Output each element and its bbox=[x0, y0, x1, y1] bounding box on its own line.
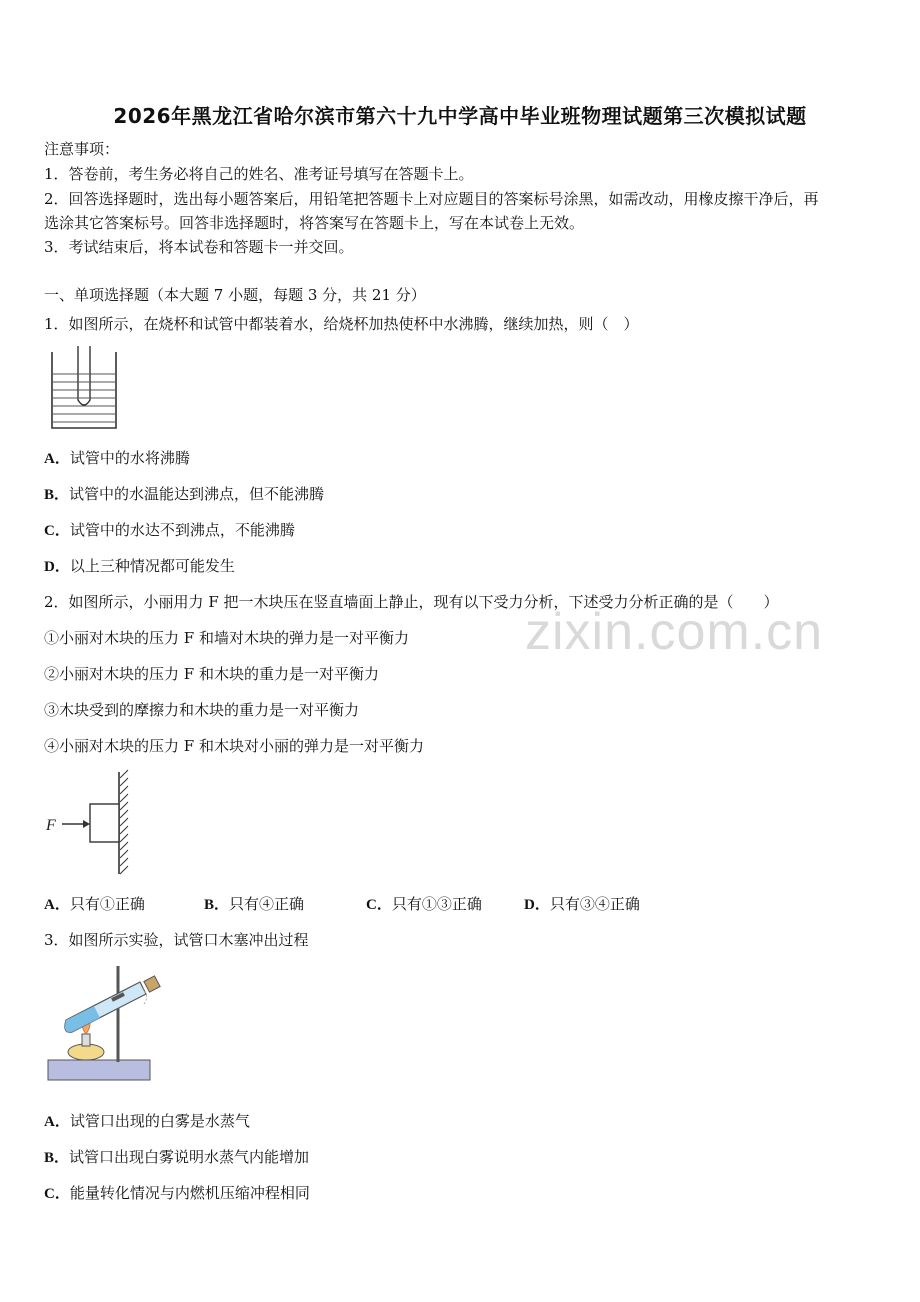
q2-statement-1: ①小丽对木块的压力 F 和墙对木块的弹力是一对平衡力 bbox=[44, 629, 409, 647]
q2-statement-3: ③木块受到的摩擦力和木块的重力是一对平衡力 bbox=[44, 701, 360, 719]
q1-stem: 1．如图所示，在烧杯和试管中都装着水，给烧杯加热使杯中水沸腾，继续加热，则（ ） bbox=[44, 315, 639, 333]
test-tube bbox=[78, 346, 90, 405]
q2-option-c[interactable]: C．只有①③正确 bbox=[366, 895, 482, 913]
q1-option-c[interactable]: C．试管中的水达不到沸点，不能沸腾 bbox=[44, 521, 295, 539]
q2-block-wall-figure bbox=[44, 770, 136, 876]
section-heading: 一、单项选择题（本大题 7 小题，每题 3 分，共 21 分） bbox=[44, 286, 426, 304]
q2-option-d[interactable]: D．只有③④正确 bbox=[524, 895, 640, 913]
q2-statement-2: ②小丽对木块的压力 F 和木块的重力是一对平衡力 bbox=[44, 665, 379, 683]
notice-item-1: 1．答卷前，考生务必将自己的姓名、准考证号填写在答题卡上。 bbox=[44, 165, 474, 183]
force-arrow bbox=[62, 820, 90, 828]
q2-options-row bbox=[44, 893, 640, 914]
q3-option-c[interactable]: C．能量转化情况与内燃机压缩冲程相同 bbox=[44, 1184, 310, 1202]
notice-item-2-cont: 选涂其它答案标号。回答非选择题时，将答案写在答题卡上，写在本试卷上无效。 bbox=[44, 214, 585, 232]
q2-option-a[interactable]: A．只有①正确 bbox=[44, 895, 145, 913]
notice-item-2: 2．回答选择题时，选出每小题答案后，用铅笔把答题卡上对应题目的答案标号涂黑，如需改动，用橡皮擦干净后，再 bbox=[44, 190, 819, 208]
wall-hatching bbox=[119, 770, 128, 874]
watermark: zixin.com.cn bbox=[525, 603, 824, 661]
q1-option-b[interactable]: B．试管中的水温能达到沸点，但不能沸腾 bbox=[44, 485, 325, 503]
stand-base bbox=[48, 1060, 150, 1080]
page-title: 2026年黑龙江省哈尔滨市第六十九中学高中毕业班物理试题第三次模拟试题 bbox=[113, 104, 807, 128]
notice-heading: 注意事项： bbox=[44, 140, 120, 158]
q3-stem: 3．如图所示实验，试管口木塞冲出过程 bbox=[44, 931, 309, 949]
q2-stem: 2．如图所示，小丽用力 F 把一木块压在竖直墙面上静止，现有以下受力分析，下述受力分析正确的是（ ） bbox=[44, 593, 779, 611]
q2-option-b[interactable]: B．只有④正确 bbox=[204, 895, 305, 913]
q1-option-a[interactable]: A．试管中的水将沸腾 bbox=[44, 449, 190, 467]
q3-test-tube-experiment-figure bbox=[46, 962, 166, 1084]
q3-option-a[interactable]: A．试管口出现的白雾是水蒸气 bbox=[44, 1112, 250, 1130]
q1-option-d[interactable]: D．以上三种情况都可能发生 bbox=[44, 557, 235, 575]
heated-test-tube bbox=[65, 982, 146, 1032]
q1-beaker-figure bbox=[44, 346, 124, 430]
q3-option-b[interactable]: B．试管口出现白雾说明水蒸气内能增加 bbox=[44, 1148, 310, 1166]
notice-item-3: 3．考试结束后，将本试卷和答题卡一并交回。 bbox=[44, 238, 354, 256]
cork-stopper bbox=[144, 976, 160, 992]
wood-block bbox=[90, 804, 119, 842]
force-label: F bbox=[46, 817, 56, 834]
q2-statement-4: ④小丽对木块的压力 F 和木块对小丽的弹力是一对平衡力 bbox=[44, 737, 424, 755]
